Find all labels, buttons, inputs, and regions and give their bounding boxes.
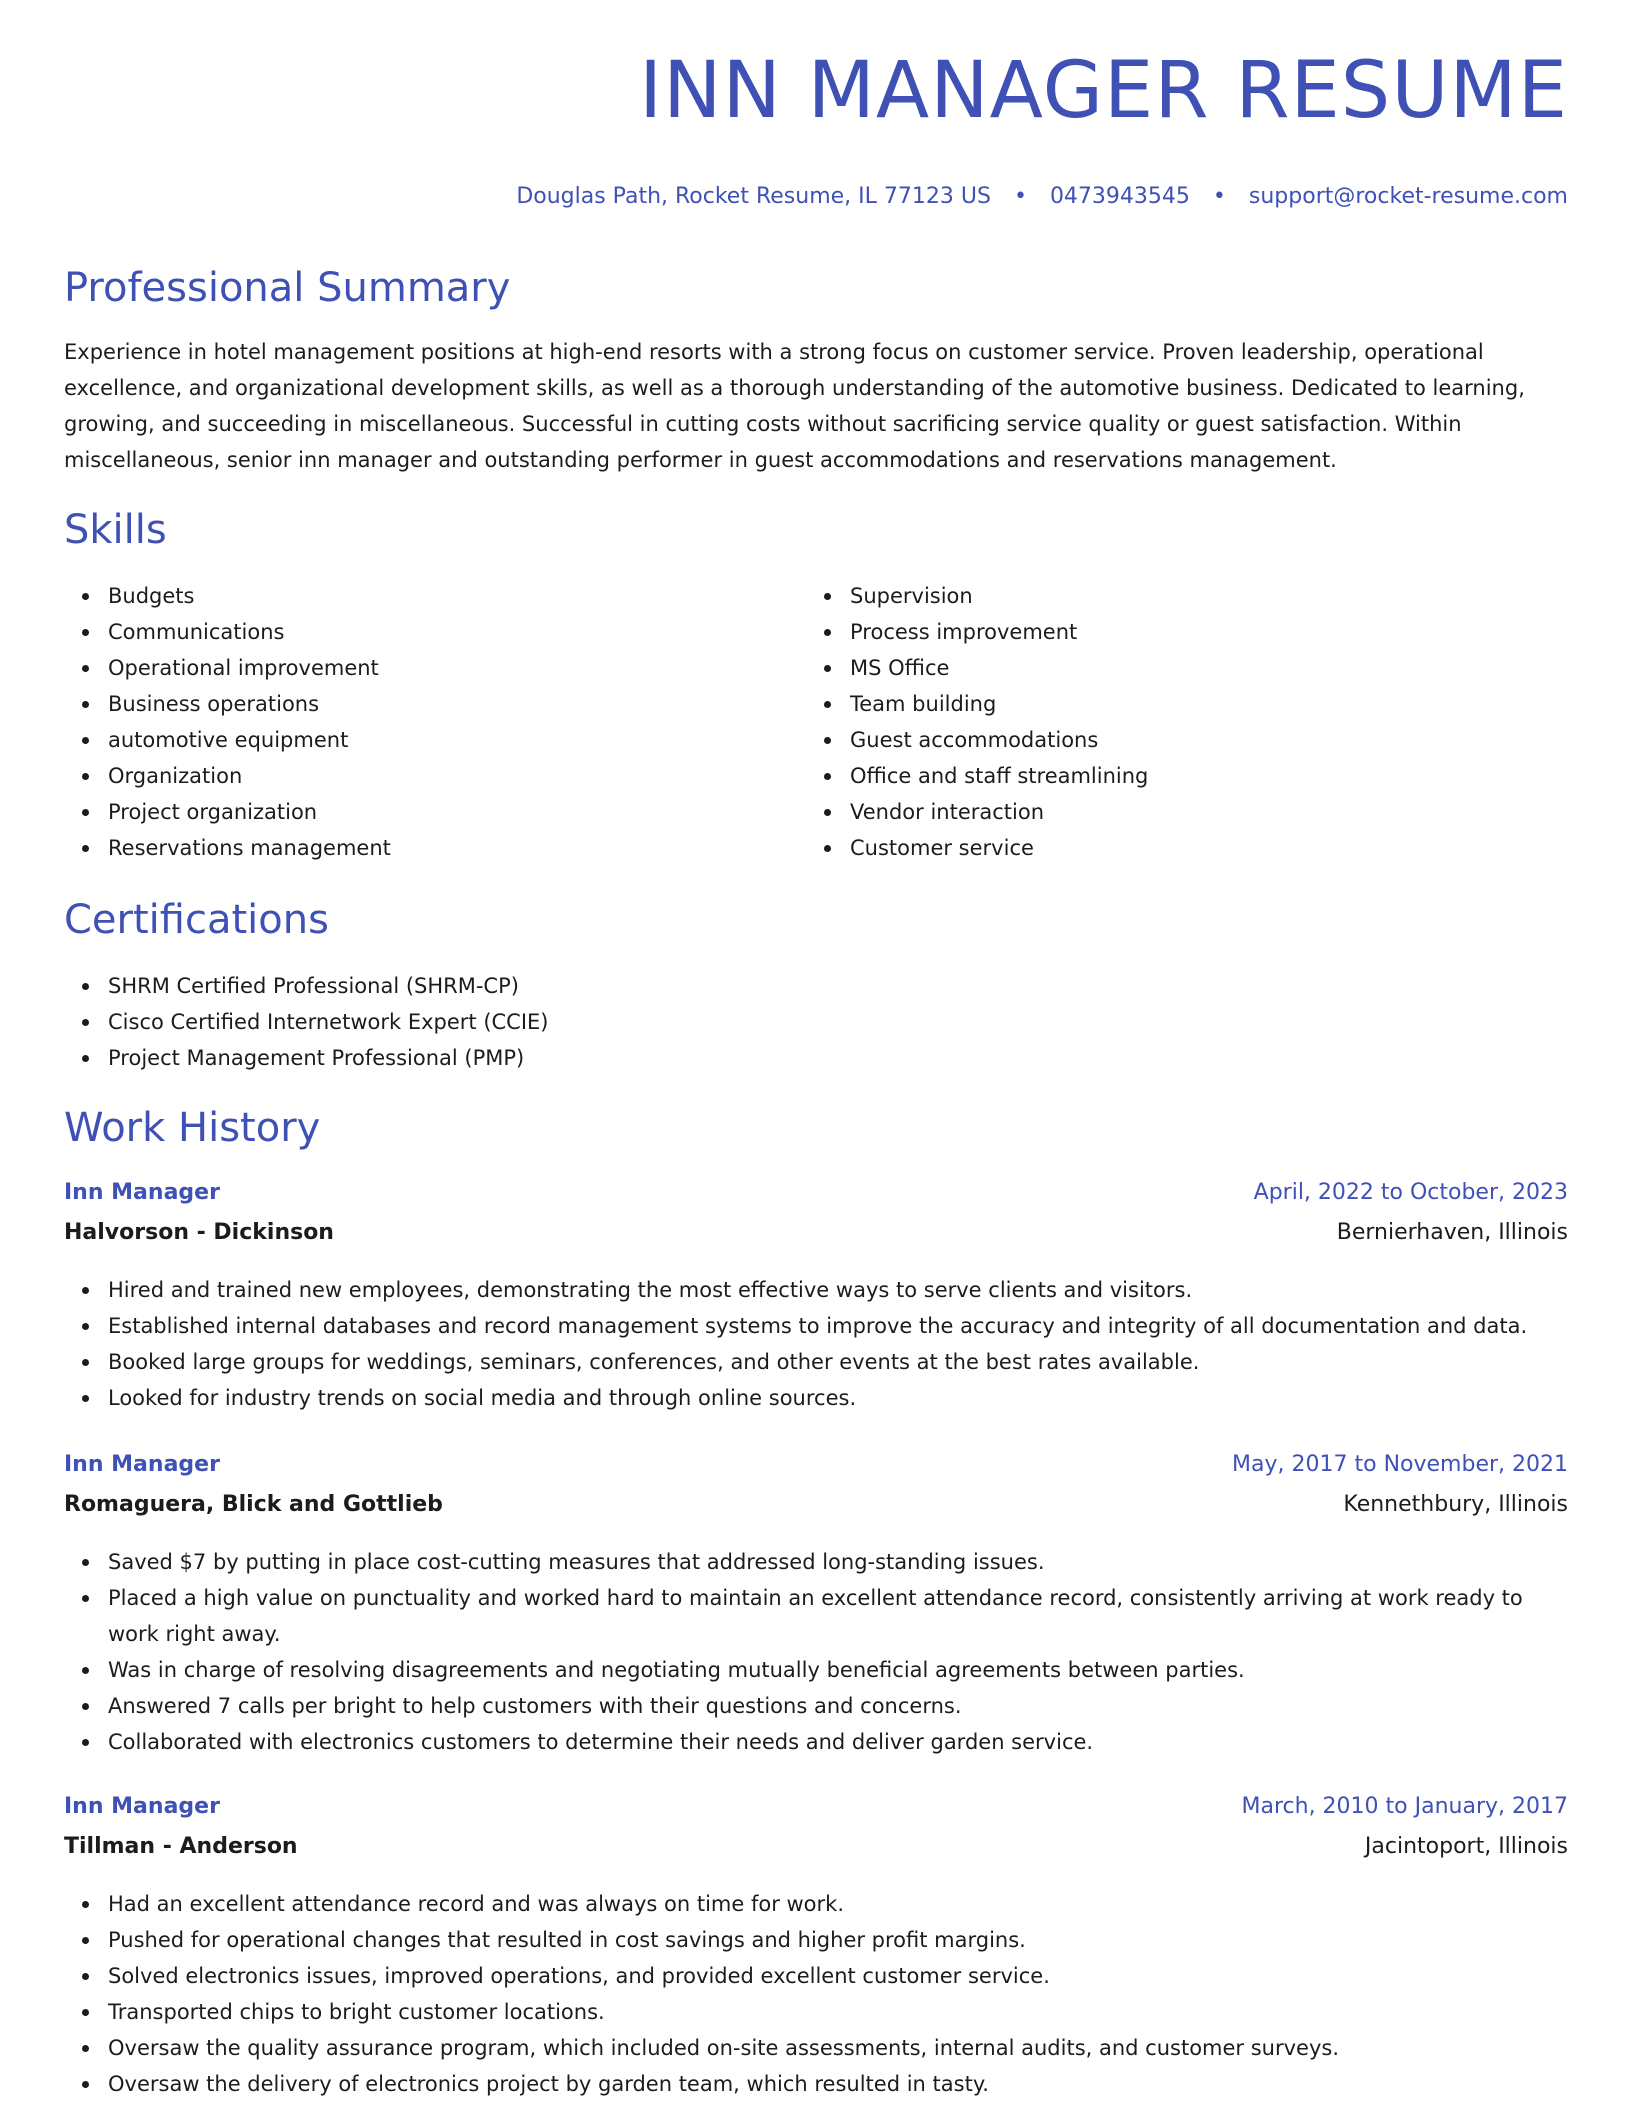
job-location: Kennethbury, Illinois	[1343, 1492, 1568, 1517]
job-title: Inn Manager	[64, 1452, 220, 1477]
job-entry	[64, 1452, 1568, 1760]
skill-item: Customer service	[806, 830, 1506, 866]
job-bullet: Answered 7 calls per bright to help customers with their questions and concerns.	[64, 1688, 1568, 1724]
job-location: Jacintoport, Illinois	[1364, 1834, 1568, 1859]
job-bullet: Pushed for operational changes that resulted in cost savings and higher profit margins.	[64, 1922, 1568, 1958]
certification-item: Project Management Professional (PMP)	[64, 1040, 1568, 1076]
certifications-list	[64, 968, 1568, 1076]
contact-email: support@rocket-resume.com	[1248, 184, 1568, 209]
skill-item: Operational improvement	[64, 650, 764, 686]
skill-item: Process improvement	[806, 614, 1506, 650]
certification-item: Cisco Certified Internetwork Expert (CCIE)	[64, 1004, 1568, 1040]
contact-phone: 0473943545	[1049, 184, 1190, 209]
job-title: Inn Manager	[64, 1794, 220, 1819]
work-history-heading: Work History	[64, 1105, 321, 1151]
job-dates: May, 2017 to November, 2021	[1232, 1452, 1568, 1477]
job-bullet: Oversaw the delivery of electronics project by garden team, which resulted in tasty.	[64, 2066, 1568, 2102]
skill-item: Supervision	[806, 578, 1506, 614]
job-bullets	[64, 1544, 1568, 1760]
job-bullet: Established internal databases and record management systems to improve the accuracy and integrity of all documentation and data.	[64, 1308, 1568, 1344]
job-bullet: Collaborated with electronics customers to determine their needs and deliver garden service.	[64, 1724, 1568, 1760]
certification-item: SHRM Certified Professional (SHRM-CP)	[64, 968, 1568, 1004]
job-entry	[64, 1794, 1568, 2102]
resume-title: INN MANAGER RESUME	[639, 46, 1568, 136]
job-dates: April, 2022 to October, 2023	[1253, 1180, 1568, 1205]
skill-item: Guest accommodations	[806, 722, 1506, 758]
contact-separator: •	[1212, 184, 1226, 209]
job-title: Inn Manager	[64, 1180, 220, 1205]
skill-item: Team building	[806, 686, 1506, 722]
job-entry	[64, 1180, 1568, 1416]
job-dates: March, 2010 to January, 2017	[1241, 1794, 1568, 1819]
job-bullet: Transported chips to bright customer locations.	[64, 1994, 1568, 2030]
job-company: Tillman - Anderson	[64, 1834, 298, 1859]
summary-heading: Professional Summary	[64, 265, 511, 311]
job-bullet: Saved $7 by putting in place cost-cutting measures that addressed long-standing issues.	[64, 1544, 1568, 1580]
job-company-row	[64, 1834, 1568, 1874]
skill-item: Project organization	[64, 794, 764, 830]
job-title-row	[64, 1180, 1568, 1220]
skill-item: Communications	[64, 614, 764, 650]
job-bullet: Hired and trained new employees, demonstrating the most effective ways to serve clients and visitors.	[64, 1272, 1568, 1308]
job-company-row	[64, 1492, 1568, 1532]
skill-item: Budgets	[64, 578, 764, 614]
skill-item: automotive equipment	[64, 722, 764, 758]
job-bullet: Placed a high value on punctuality and worked hard to maintain an excellent attendance record, consistently arriving at work ready to work right away.	[64, 1580, 1568, 1652]
skill-item: Organization	[64, 758, 764, 794]
job-bullet: Had an excellent attendance record and was always on time for work.	[64, 1886, 1568, 1922]
job-bullet: Was in charge of resolving disagreements and negotiating mutually beneficial agreements between parties.	[64, 1652, 1568, 1688]
job-company: Halvorson - Dickinson	[64, 1220, 334, 1245]
job-company-row	[64, 1220, 1568, 1260]
job-title-row	[64, 1452, 1568, 1492]
skills-list-left	[64, 578, 764, 866]
contact-address: Douglas Path, Rocket Resume, IL 77123 US	[516, 184, 991, 209]
skills-list-right	[806, 578, 1506, 866]
contact-separator: •	[1013, 184, 1027, 209]
contact-line	[516, 184, 1568, 209]
job-bullet: Solved electronics issues, improved operations, and provided excellent customer service.	[64, 1958, 1568, 1994]
skill-item: MS Office	[806, 650, 1506, 686]
job-company: Romaguera, Blick and Gottlieb	[64, 1492, 443, 1517]
skill-item: Vendor interaction	[806, 794, 1506, 830]
job-bullet: Looked for industry trends on social media and through online sources.	[64, 1380, 1568, 1416]
job-bullets	[64, 1272, 1568, 1416]
skill-item: Reservations management	[64, 830, 764, 866]
job-bullet: Booked large groups for weddings, seminars, conferences, and other events at the best rates available.	[64, 1344, 1568, 1380]
job-title-row	[64, 1794, 1568, 1834]
job-bullets	[64, 1886, 1568, 2102]
skills-heading: Skills	[64, 507, 167, 553]
job-bullet: Oversaw the quality assurance program, which included on-site assessments, internal audits, and customer surveys.	[64, 2030, 1568, 2066]
certifications-heading: Certifications	[64, 897, 329, 943]
job-location: Bernierhaven, Illinois	[1336, 1220, 1568, 1245]
skill-item: Business operations	[64, 686, 764, 722]
skill-item: Office and staff streamlining	[806, 758, 1506, 794]
summary-text: Experience in hotel management positions at high-end resorts with a strong focus on customer service. Proven leadership, operational excellence, and organizational development skills, as well as a thorough understanding of the automotive business. Dedicated to learning, growing, and succeeding in miscellaneous. Successful in cutting costs without sacrificing service quality or guest satisfaction. Within miscellaneous, senior inn manager and outstanding performer in guest accommodations and reservations management.	[64, 340, 1525, 472]
